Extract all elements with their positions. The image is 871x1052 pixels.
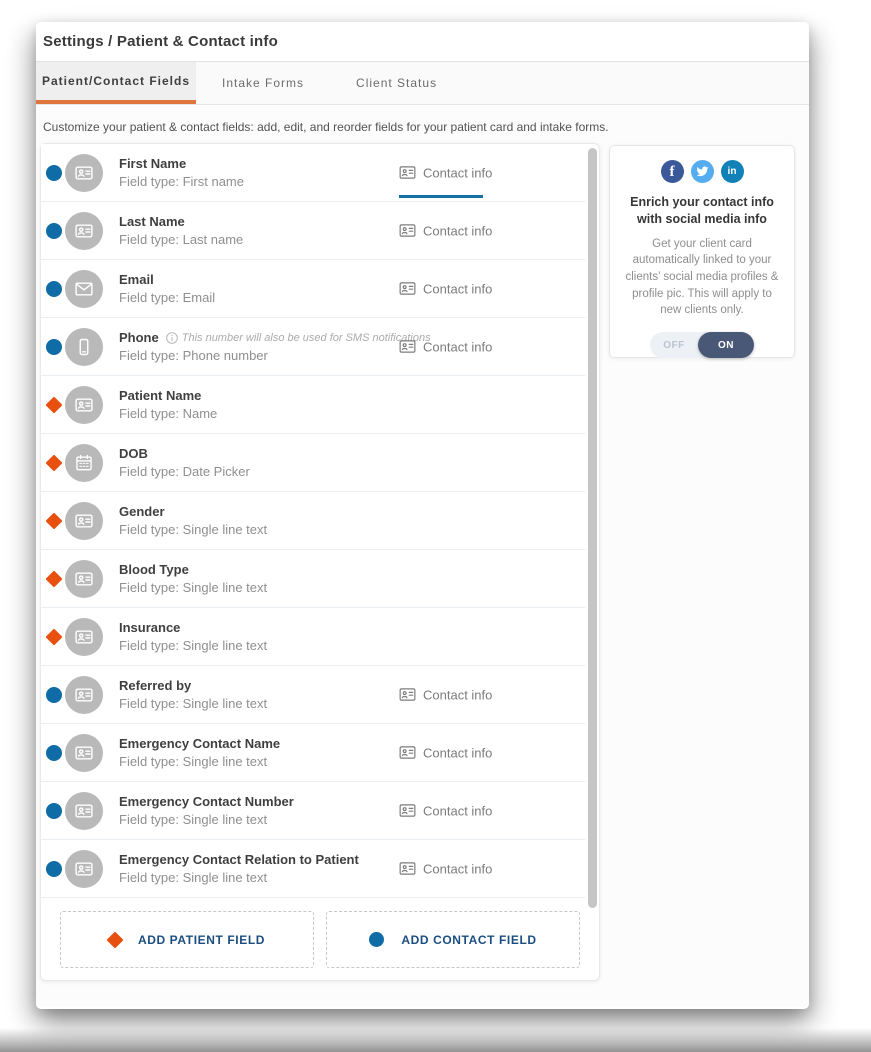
settings-window (36, 22, 809, 1009)
field-name: Emergency Contact Number (119, 794, 294, 809)
field-type-label: Field type: Single line text (119, 812, 268, 827)
contact-info-badge[interactable]: Contact info (399, 281, 492, 296)
contact-info-badge[interactable]: Contact info (399, 687, 492, 702)
field-avatar (65, 212, 103, 250)
field-avatar (65, 850, 103, 888)
contact-card-icon (74, 801, 94, 821)
social-icons-row (619, 160, 785, 183)
field-list-card (40, 143, 600, 981)
field-avatar (65, 792, 103, 830)
field-name: Patient Name (119, 388, 202, 403)
contact-card-icon (74, 685, 94, 705)
social-panel-heading: Enrich your contact info with social media info (630, 195, 774, 226)
field-row[interactable] (41, 260, 585, 318)
contact-card-icon (399, 166, 416, 180)
field-avatar (65, 676, 103, 714)
social-enrich-toggle[interactable] (650, 332, 754, 358)
social-panel-body: Get your client card automatically linked to your clients’ social media profiles & profile pic. This will apply to new clients only. (625, 237, 779, 317)
field-row[interactable] (41, 202, 585, 260)
contact-card-icon (74, 743, 94, 763)
patient-diamond-icon (106, 931, 123, 948)
field-avatar (65, 270, 103, 308)
page-title: Settings / Patient & Contact info (43, 33, 278, 50)
contact-card-icon (74, 627, 94, 647)
field-type-label: Field type: Single line text (119, 696, 268, 711)
contact-info-badge[interactable]: Contact info (399, 861, 492, 876)
contact-info-badge[interactable]: Contact info (399, 223, 492, 238)
phone-icon (74, 337, 94, 357)
field-list (41, 144, 599, 898)
field-avatar (65, 328, 103, 366)
field-name: DOB (119, 446, 148, 461)
contact-card-icon (74, 395, 94, 415)
linkedin-badge (721, 160, 744, 183)
field-name: Emergency Contact Relation to Patient (119, 852, 359, 867)
contact-circle-bullet (46, 687, 62, 703)
contact-card-icon (399, 340, 416, 354)
calendar-icon (74, 453, 94, 473)
field-type-label: Field type: Single line text (119, 638, 268, 653)
contact-info-badge[interactable]: Contact info (399, 803, 492, 818)
contact-circle-bullet (46, 803, 62, 819)
field-name: Phone (119, 330, 159, 345)
contact-card-icon (399, 224, 416, 238)
field-name: Email (119, 272, 154, 287)
contact-circle-icon (369, 932, 384, 947)
contact-card-icon (74, 859, 94, 879)
contact-circle-bullet (46, 861, 62, 877)
field-row[interactable] (41, 492, 585, 550)
field-row[interactable] (41, 608, 585, 666)
field-name: Referred by (119, 678, 192, 693)
contact-card-icon (74, 163, 94, 183)
contact-info-badge[interactable]: Contact info (399, 745, 492, 760)
contact-info-badge[interactable]: Contact info (399, 165, 492, 180)
contact-info-active-underline (399, 195, 483, 198)
patient-diamond-bullet (46, 512, 63, 529)
field-name: Emergency Contact Name (119, 736, 281, 751)
field-name: Blood Type (119, 562, 189, 577)
contact-card-icon (399, 688, 416, 702)
facebook-icon: f (669, 164, 675, 180)
field-row[interactable] (41, 144, 585, 202)
field-row[interactable] (41, 724, 585, 782)
contact-circle-bullet (46, 339, 62, 355)
field-type-label: Field type: Single line text (119, 522, 268, 537)
field-row[interactable] (41, 318, 585, 376)
field-avatar (65, 560, 103, 598)
page-description: Customize your patient & contact fields: add, edit, and reorder fields for your patient card and intake forms. (43, 120, 609, 134)
field-row[interactable] (41, 434, 585, 492)
field-type-label: Field type: First name (119, 174, 244, 189)
field-type-label: Field type: Single line text (119, 754, 268, 769)
tab-client-status[interactable]: Client Status (356, 76, 438, 90)
field-row[interactable] (41, 840, 585, 898)
contact-card-icon (74, 569, 94, 589)
twitter-badge (691, 160, 714, 183)
twitter-icon (696, 165, 709, 178)
contact-card-icon (399, 282, 416, 296)
field-row[interactable] (41, 376, 585, 434)
patient-diamond-bullet (46, 396, 63, 413)
field-name: First Name (119, 156, 187, 171)
field-type-label: Field type: Last name (119, 232, 244, 247)
list-scrollbar[interactable] (588, 148, 597, 908)
contact-card-icon (399, 804, 416, 818)
contact-circle-bullet (46, 165, 62, 181)
add-buttons-row (41, 898, 599, 980)
field-row[interactable] (41, 782, 585, 840)
contact-card-icon (74, 511, 94, 531)
bottom-shadow (0, 1028, 871, 1052)
field-name: Last Name (119, 214, 185, 229)
contact-circle-bullet (46, 223, 62, 239)
field-avatar (65, 618, 103, 656)
content-area (36, 105, 809, 1007)
add-patient-field-label: ADD PATIENT FIELD (137, 932, 266, 947)
patient-diamond-bullet (46, 454, 63, 471)
field-row[interactable] (41, 666, 585, 724)
field-type-label: Field type: Single line text (119, 580, 268, 595)
field-type-label: Field type: Name (119, 406, 218, 421)
field-type-label: Field type: Single line text (119, 870, 268, 885)
field-name: Insurance (119, 620, 181, 635)
toggle-off-label[interactable]: OFF (663, 339, 685, 351)
add-contact-field-button[interactable] (326, 911, 580, 968)
tab-patient-contact-fields[interactable]: Patient/Contact Fields (36, 62, 196, 104)
linkedin-icon: in (727, 165, 737, 177)
field-avatar (65, 386, 103, 424)
field-type-label: Field type: Date Picker (119, 464, 250, 479)
patient-diamond-bullet (46, 628, 63, 645)
patient-diamond-bullet (46, 570, 63, 587)
contact-card-icon (399, 746, 416, 760)
contact-circle-bullet (46, 281, 62, 297)
field-name: Gender (119, 504, 165, 519)
app-header (36, 22, 809, 62)
info-icon (166, 332, 178, 344)
field-avatar (65, 502, 103, 540)
contact-card-icon (74, 221, 94, 241)
contact-circle-bullet (46, 745, 62, 761)
add-patient-field-button[interactable] (60, 911, 314, 968)
field-avatar (65, 734, 103, 772)
field-avatar (65, 154, 103, 192)
contact-info-badge[interactable]: Contact info (399, 339, 492, 354)
field-note: This number will also be used for SMS notifications (166, 332, 431, 344)
tab-intake-forms[interactable]: Intake Forms (222, 76, 305, 90)
envelope-icon (74, 279, 94, 299)
field-row[interactable] (41, 550, 585, 608)
field-avatar (65, 444, 103, 482)
facebook-badge (661, 160, 684, 183)
field-type-label: Field type: Email (119, 290, 216, 305)
toggle-on-button[interactable]: ON (698, 332, 754, 358)
add-contact-field-label: ADD CONTACT FIELD (401, 932, 537, 947)
social-enrich-panel (609, 145, 795, 358)
field-type-label: Field type: Phone number (119, 348, 268, 363)
tab-bar (36, 62, 809, 105)
contact-card-icon (399, 862, 416, 876)
